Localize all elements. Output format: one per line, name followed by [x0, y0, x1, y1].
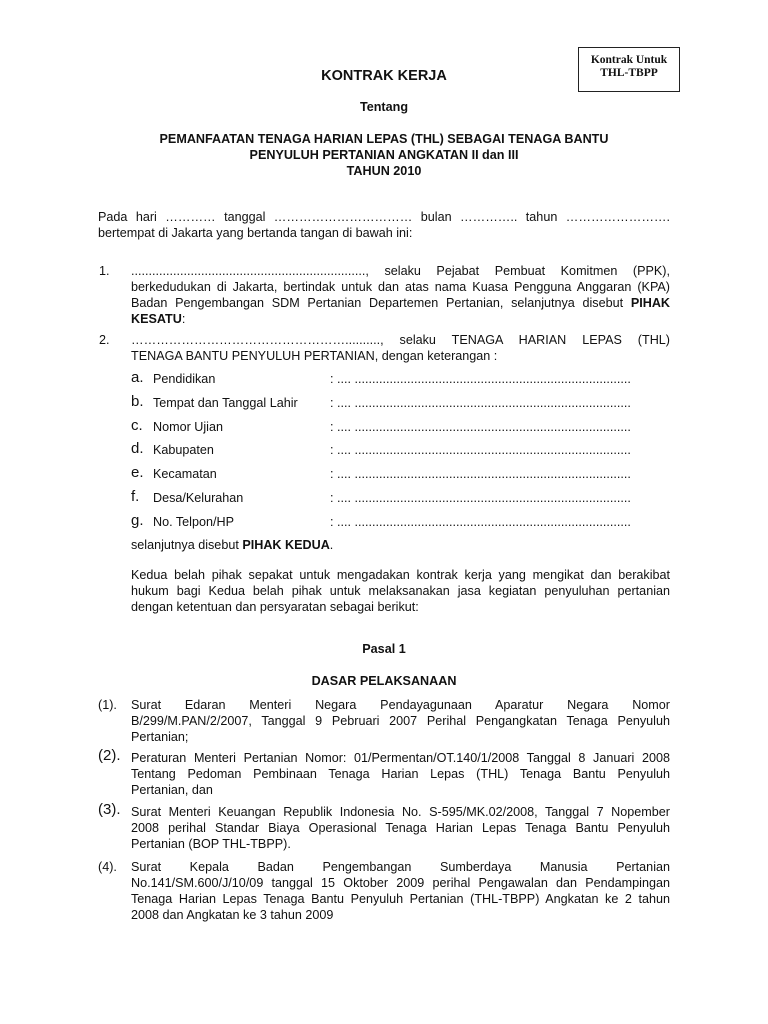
field-label: Desa/Kelurahan — [153, 491, 244, 505]
dasar-item-4-line-1: Surat Kepala Badan Pengembangan Sumberdaya Manusia Pertanian — [131, 860, 670, 874]
party-1-line-3 — [131, 296, 670, 311]
dasar-item-1-line-2: B/299/M.PAN/2/2007, Tanggal 9 Pebruari 2007 Perihal Pengangkatan Tenaga Penyuluh — [131, 714, 670, 728]
field-letter: g. — [131, 512, 144, 529]
field-row-pendidikan — [131, 369, 671, 390]
dasar-item-4-line-3: Tenaga Harian Lepas Tenaga Bantu Penyuluh Pertanian (THL-TBPP) Angkatan ke 2 tahun — [131, 892, 670, 906]
field-label: Kecamatan — [153, 467, 217, 481]
party-2-line-2: TENAGA BANTU PENYULUH PERTANIAN, dengan keterangan : — [131, 349, 498, 363]
field-letter: d. — [131, 440, 144, 457]
party-1-line-1: ..................................................................., selaku Pejabat Pembuat Komitmen (PPK), — [131, 264, 670, 278]
pihak-label: PIHAK — [630, 296, 671, 310]
field-row-kabupaten — [131, 440, 671, 461]
field-label: Tempat dan Tanggal Lahir — [153, 396, 298, 410]
party-2-closing-period: . — [329, 538, 334, 552]
subtitle-line-2: PENYULUH PERTANIAN ANGKATAN II dan III — [249, 148, 519, 162]
dasar-item-2-line-3: Pertanian, dan — [131, 783, 213, 797]
field-blank[interactable]: : .... ............................................................................... — [330, 515, 631, 529]
dasar-item-2-line-1: Peraturan Menteri Pertanian Nomor: 01/Permentan/OT.140/1/2008 Tanggal 8 Januari 2008 — [131, 751, 670, 765]
agreement-line-1: Kedua belah pihak sepakat untuk mengadakan kontrak kerja yang mengikat dan berakibat — [131, 568, 670, 582]
field-letter: b. — [131, 393, 144, 410]
intro-line-2: bertempat di Jakarta yang bertanda tangan di bawah ini: — [98, 226, 413, 240]
party-1-colon: : — [181, 312, 186, 326]
field-row-nomor-ujian — [131, 417, 671, 438]
document-type-line-1: Kontrak Untuk — [590, 54, 668, 66]
field-label: Nomor Ujian — [153, 420, 223, 434]
field-label: No. Telpon/HP — [153, 515, 234, 529]
field-blank[interactable]: : .... ............................................................................... — [330, 372, 631, 386]
field-blank[interactable]: : .... ............................................................................... — [330, 420, 631, 434]
subtitle-line-3: TAHUN 2010 — [346, 164, 422, 178]
document-title: KONTRAK KERJA — [321, 68, 447, 84]
party-1-line-4 — [131, 312, 670, 327]
field-row-tempat-tanggal-lahir — [131, 393, 671, 414]
subtitle-line-1: PEMANFAATAN TENAGA HARIAN LEPAS (THL) SEBAGAI TENAGA BANTU — [159, 132, 609, 146]
field-label: Kabupaten — [153, 443, 214, 457]
dasar-item-3-line-1: Surat Menteri Keuangan Republik Indonesia No. S-595/MK.02/2008, Tanggal 7 Nopember — [131, 805, 670, 819]
field-label: Pendidikan — [153, 372, 216, 386]
party-2-closing-text: selanjutnya disebut — [131, 538, 239, 552]
field-row-desa-kelurahan — [131, 488, 671, 509]
dasar-item-3-number: (3). — [98, 801, 121, 818]
field-letter: f. — [131, 488, 140, 505]
agreement-line-3: dengan ketentuan dan persyaratan sebagai berikut: — [131, 600, 419, 614]
field-letter: c. — [131, 417, 143, 434]
field-blank[interactable]: : .... ............................................................................... — [330, 443, 631, 457]
pasal-1-heading: Pasal 1 — [362, 642, 406, 656]
party-1-line-2: berkedudukan di Jakarta, bertindak untuk dan atas nama Kuasa Pengguna Anggaran (KPA) — [131, 280, 670, 294]
field-blank[interactable]: : .... ............................................................................... — [330, 396, 631, 410]
field-row-kecamatan — [131, 464, 671, 485]
dasar-item-2-number: (2). — [98, 747, 121, 764]
dasar-item-4-line-2: No.141/SM.600/J/10/09 tanggal 15 Oktober 2009 perihal Pengawalan dan Pendampingan — [131, 876, 670, 890]
intro-line-1: Pada hari ………… tanggal …………………………… bulan ………….. tahun ……………………. — [98, 210, 670, 224]
pasal-1-subheading: DASAR PELAKSANAAN — [311, 674, 457, 688]
document-tentang: Tentang — [359, 100, 409, 114]
dasar-item-1-line-1: Surat Edaran Menteri Negara Pendayagunaan Aparatur Negara Nomor — [131, 698, 670, 712]
party-2-line-1: …………………………………………….........., selaku TENAGA HARIAN LEPAS (THL) — [131, 333, 670, 347]
dasar-item-2-line-2: Tentang Pedoman Pembinaan Tenaga Harian Lepas (THL) Tenaga Bantu Penyuluh — [131, 767, 670, 781]
dasar-item-4-line-4: 2008 dan Angkatan ke 3 tahun 2009 — [131, 908, 334, 922]
field-row-no-telpon — [131, 512, 671, 533]
field-blank[interactable]: : .... ............................................................................... — [330, 467, 631, 481]
party-1-number: 1. — [99, 264, 110, 278]
document-type-line-2: THL-TBPP — [600, 67, 658, 79]
dasar-item-1-number: (1). — [98, 698, 117, 712]
agreement-line-2: hukum bagi Kedua belah pihak untuk melaksanakan jasa kegiatan penyuluhan pertanian — [131, 584, 670, 598]
party-2-closing — [131, 538, 670, 553]
party-2-number: 2. — [99, 333, 110, 347]
field-letter: a. — [131, 369, 144, 386]
pihak-kedua-label: PIHAK KEDUA — [242, 538, 330, 552]
dasar-item-3-line-3: Pertanian (BOP THL-TBPP). — [131, 837, 291, 851]
dasar-item-3-line-2: 2008 perihal Standar Biaya Operasional Tenaga Harian Lepas Tenaga Bantu Penyuluh — [131, 821, 670, 835]
field-letter: e. — [131, 464, 144, 481]
kesatu-label: KESATU — [131, 312, 182, 326]
field-blank[interactable]: : .... ............................................................................... — [330, 491, 631, 505]
dasar-item-1-line-3: Pertanian; — [131, 730, 189, 744]
party-1-line-3-text: Badan Pengembangan SDM Pertanian Departemen Pertanian, selanjutnya disebut — [131, 296, 624, 310]
dasar-item-4-number: (4). — [98, 860, 117, 874]
